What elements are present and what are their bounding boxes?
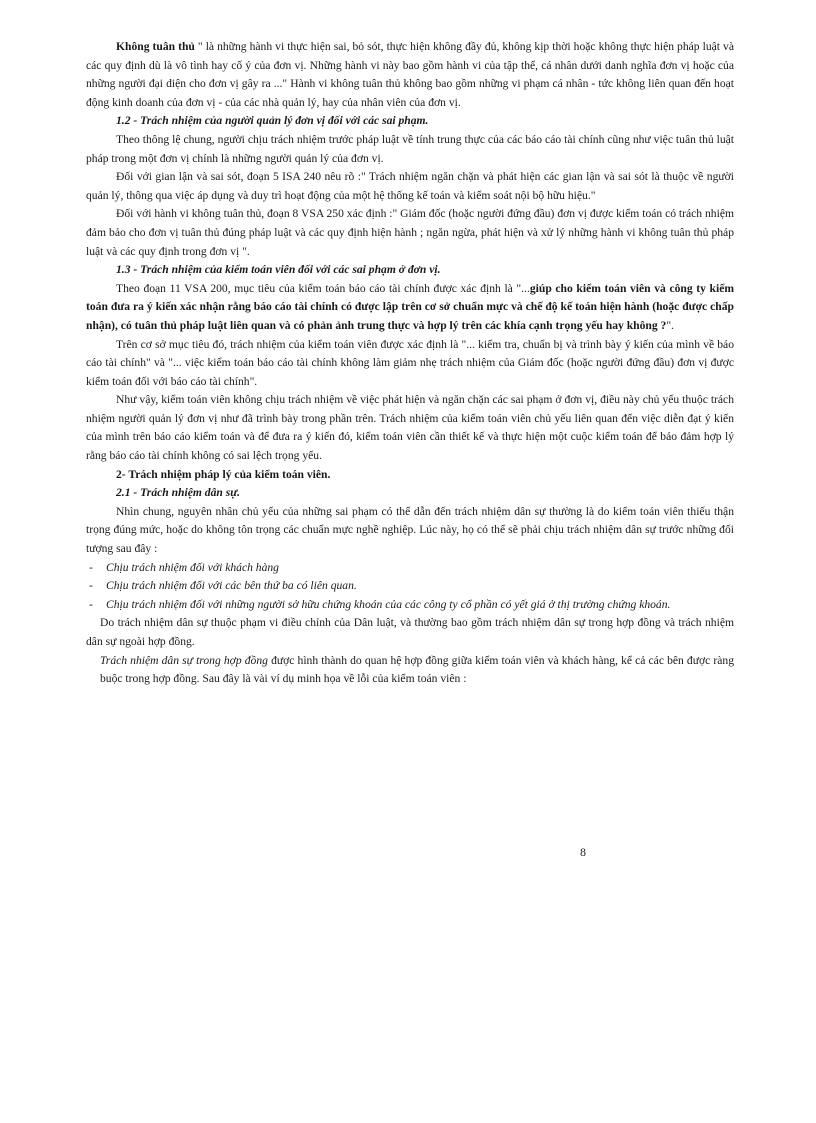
paragraph-auditor-scope: Như vậy, kiểm toán viên không chịu trách nhiệm về việc phát hiện và ngăn chặn các sai phạm ở đơn vị, điều này chủ yếu thuộc trách nhiệm người quản lý đơn vị như đã trình bày trong phần trên. Trách nhiệm của kiểm toán viên chủ yếu liên quan đến việc diễn đạt ý kiến của mình trên báo cáo kiểm toán và để đưa ra ý kiến đó, kiểm toán viên cần thiết kế và thực hiện một cuộc kiểm toán để bảo đảm hợp lý rằng báo cáo tài chính không có sai lệch trọng yếu. [86, 393, 734, 463]
paragraph-non-compliance [86, 38, 734, 112]
paragraph-text: được hình thành do quan hệ hợp đồng giữa kiểm toán viên và khách hàng, kể cả các bên được ràng buộc trong hợp đồng. Sau đây là vài ví dụ minh họa về lỗi của kiểm toán viên : [100, 653, 734, 686]
paragraph-civil-liability: Nhìn chung, nguyên nhân chủ yếu của những sai phạm có thể dẫn đến trách nhiệm dân sự thường là do kiểm toán viên thiếu thận trọng đúng mức, hoặc do không tôn trọng các chuẩn mực nghề nghiệp. Lúc này, họ có thể sẽ phải chịu trách nhiệm dân sự trước những đối tượng sau đây : [86, 504, 734, 556]
list-item: - Chịu trách nhiệm đối với khách hàng [86, 559, 734, 578]
term-contract-liability: Trách nhiệm dân sự trong hợp đồng [100, 653, 268, 667]
paragraph-management-responsibility: Theo thông lệ chung, người chịu trách nhiệm trước pháp luật về tính trung thực của các báo cáo tài chính cũng như việc tuân thủ luật pháp trong một đơn vị chính là những người quản lý của đơn vị. [86, 132, 734, 165]
heading-2-1: 2.1 - Trách nhiệm dân sự. [116, 486, 241, 500]
list-item: - Chịu trách nhiệm đối với các bên thứ ba có liên quan. [86, 577, 734, 596]
list-item: - Chịu trách nhiệm đối với những người sở hữu chứng khoán của các công ty cổ phần có yết giá ở thị trường chứng khoán. [86, 596, 734, 615]
heading-1-3: 1.3 - Trách nhiệm của kiểm toán viên đối với các sai phạm ở đơn vị. [116, 263, 441, 277]
paragraph-text: ". [666, 318, 674, 332]
document-page [86, 38, 734, 689]
paragraph-auditor-objective: Trên cơ sở mục tiêu đó, trách nhiệm của kiểm toán viên được xác định là "... kiểm tra, chuẩn bị và trình bày ý kiến của mình về báo cáo tài chính" và "... việc kiểm toán báo cáo tài chính không làm giảm nhẹ trách nhiệm của Giám đốc (hoặc người đứng đầu) đơn vị được kiểm toán đối với báo cáo tài chính". [86, 337, 734, 388]
paragraph-text: " là những hành vi thực hiện sai, bỏ sót, thực hiện không đầy đủ, không kịp thời hoặc không thực hiện pháp luật và các quy định dù là vô tình hay cố ý của đơn vị. Những hành vi này bao gồm hành vi của tập thể, cá nhân dưới danh nghĩa đơn vị hoặc của những người đại diện cho đơn vị gây ra ..." Hành vi không tuân thủ không bao gồm những vi phạm cá nhân - tức không liên quan đến hoạt động kinh doanh của đơn vị - của các nhà quản lý, hay của nhân viên của đơn vị. [86, 40, 734, 109]
paragraph-civil-law: Do trách nhiệm dân sự thuộc phạm vi điều chỉnh của Dân luật, và thường bao gồm trách nhiệm dân sự trong hợp đồng và trách nhiệm dân sự ngoài hợp đồng. [86, 616, 734, 648]
bold-quote: giúp cho kiểm toán viên và công ty kiểm toán đưa ra ý kiến xác nhận rằng báo cáo tài chính có được lập trên cơ sở chuẩn mực và chế độ kế toán hiện hành (hoặc được chấp nhận), có tuân thủ pháp luật liên quan và có phản ảnh trung thực và hợp lý trên các khía cạnh trọng yếu hay không ? [86, 281, 734, 332]
heading-2: 2- Trách nhiệm pháp lý của kiểm toán viên. [116, 467, 331, 481]
paragraph-isa-240: Đối với gian lận và sai sót, đoạn 5 ISA 240 nêu rõ :" Trách nhiệm ngăn chặn và phát hiện các gian lận và sai sót là thuộc về người quản lý, thông qua việc áp dụng và duy trì hoạt động của một hệ thống kế toán và kiểm soát nội bộ hữu hiệu." [86, 170, 734, 202]
heading-1-2: 1.2 - Trách nhiệm của người quản lý đơn vị đối với các sai phạm. [116, 114, 429, 128]
term-non-compliance: Không tuân thủ [116, 40, 195, 53]
page-number: 8 [580, 845, 586, 859]
liability-list [86, 559, 734, 615]
paragraph-vsa-250: Đối với hành vi không tuân thủ, đoạn 8 VSA 250 xác định :" Giám đốc (hoặc người đứng đầu) đơn vị được kiểm toán có trách nhiệm đảm bảo cho đơn vị tuân thủ đúng pháp luật và các quy định hiện hành ; ngăn ngừa, phát hiện và xử lý những hành vi không tuân thủ pháp luật và các quy định trong đơn vị ". [86, 207, 734, 258]
paragraph-vsa-200 [86, 280, 734, 336]
paragraph-text: Theo đoạn 11 VSA 200, mục tiêu của kiểm toán báo cáo tài chính được xác định là "... [116, 281, 530, 295]
paragraph-contract-liability [86, 652, 734, 689]
